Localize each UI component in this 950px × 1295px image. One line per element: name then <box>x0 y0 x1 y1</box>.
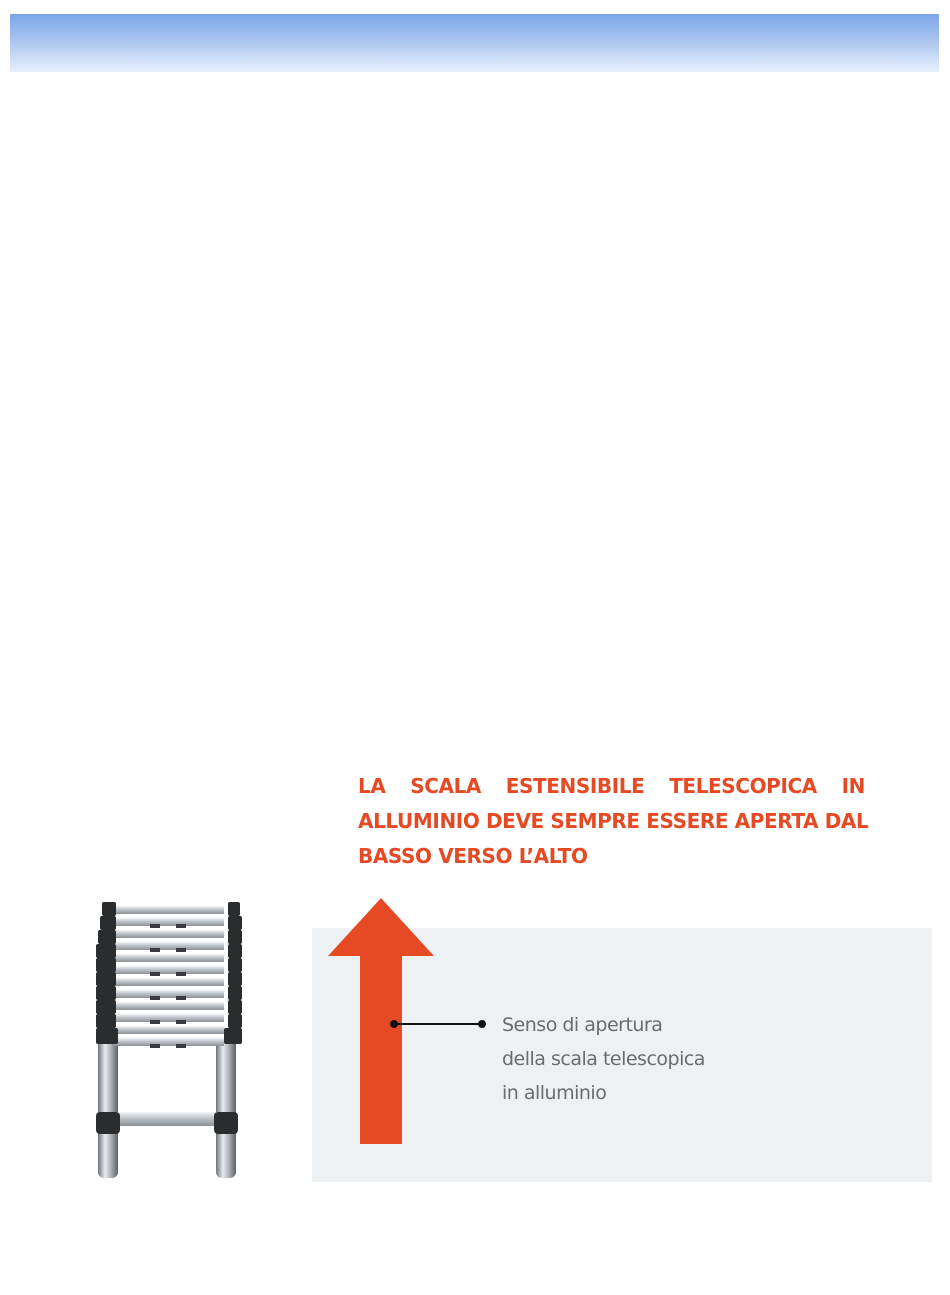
headline-line-2: ALLUMINIO DEVE SEMPRE ESSERE APERTA DAL <box>358 809 869 833</box>
warning-headline <box>358 769 869 874</box>
caption-line-3: in alluminio <box>502 1082 607 1104</box>
telescopic-ladder-icon <box>88 898 250 1182</box>
headline-line-3: BASSO VERSO L’ALTO <box>358 844 588 868</box>
headline-word: ESTENSIBILE <box>505 774 645 798</box>
leader-line <box>388 1018 488 1030</box>
caption-line-1: Senso di apertura <box>502 1014 663 1036</box>
headline-word: SCALA <box>410 774 481 798</box>
arrow-caption <box>502 1008 705 1110</box>
header-band <box>10 14 939 72</box>
headline-word: TELESCOPICA <box>669 774 817 798</box>
caption-line-2: della scala telescopica <box>502 1048 705 1070</box>
headline-line-1 <box>358 769 865 804</box>
headline-word: IN <box>841 774 865 798</box>
headline-word: LA <box>358 774 386 798</box>
